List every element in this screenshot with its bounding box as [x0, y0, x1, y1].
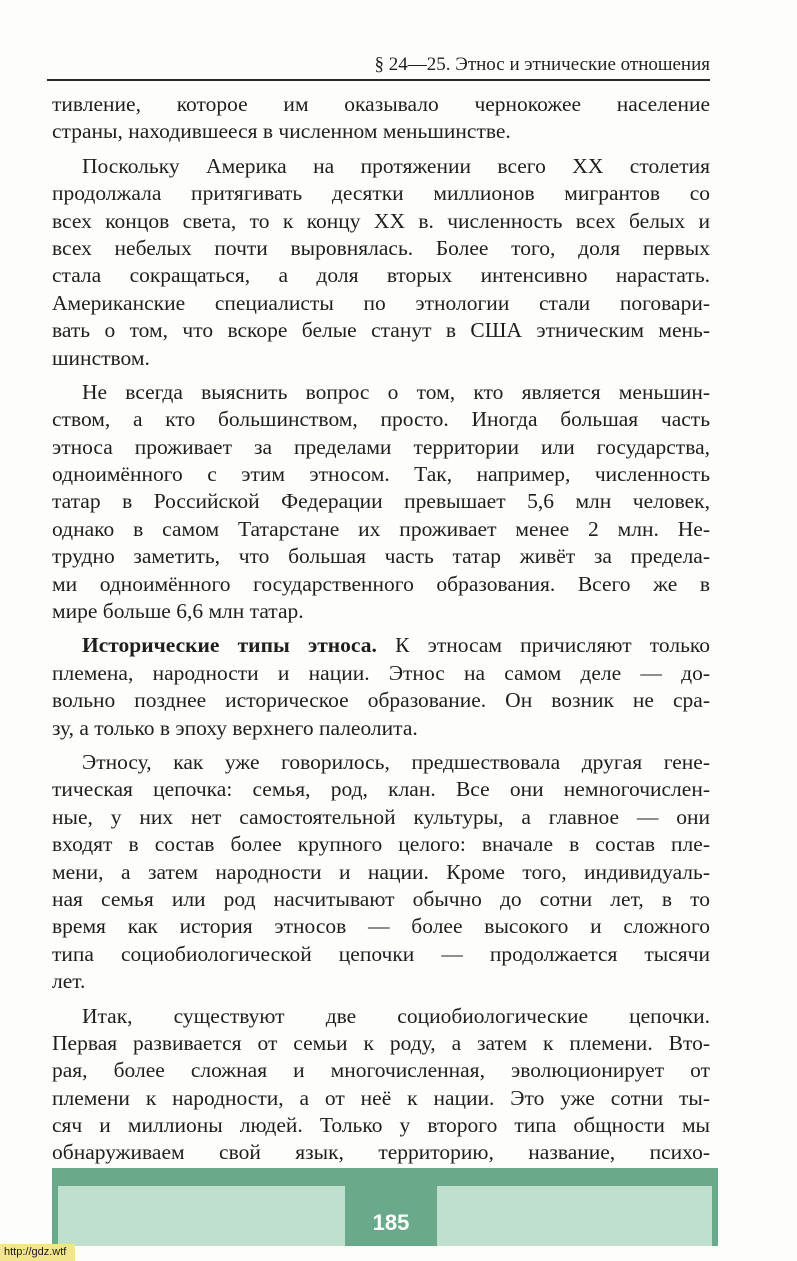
- text-line: мире больше 6,6 млн татар.: [52, 599, 304, 624]
- text-line: время как история этносов — более высокого и сложного: [52, 914, 710, 939]
- text-line: Американские специалисты по этнологии стали поговари-: [52, 290, 710, 315]
- text-line: Не всегда выяснить вопрос о том, кто является меньшин-: [82, 379, 710, 404]
- text-line: вать о том, что вскоре белые станут в США этническим мень-: [52, 318, 710, 343]
- text-line: трудно заметить, что большая часть татар живёт за предела-: [52, 544, 710, 569]
- footer-band: [52, 1168, 718, 1246]
- paragraph: [52, 153, 710, 372]
- text-line: тивление, которое им оказывало чернокожее население: [52, 92, 710, 116]
- section-heading: Исторические типы этноса.: [82, 633, 377, 658]
- paragraph: [52, 379, 710, 626]
- watermark-link[interactable]: http://gdz.wtf: [0, 1244, 75, 1261]
- text-line: рая, более сложная и многочисленная, эволюционирует от: [52, 1058, 710, 1083]
- text-line: обнаруживаем свой язык, территорию, название, психо-: [52, 1140, 710, 1165]
- text-line: всех концов света, то к концу XX в. численность всех белых и: [52, 208, 710, 233]
- text-span: К этносам причисляют только: [376, 633, 710, 658]
- body-text: [52, 91, 710, 1194]
- text-line: племена, народности и нации. Этнос на самом деле — до-: [52, 660, 710, 685]
- paragraph: [52, 749, 710, 996]
- text-line: тическая цепочка: семья, род, клан. Все они немногочислен-: [52, 777, 710, 802]
- text-line: татар в Российской Федерации превышает 5,6 млн человек,: [52, 489, 710, 514]
- text-line: Поскольку Америка на протяжении всего XX столетия: [82, 153, 710, 178]
- text-line: лет.: [52, 969, 86, 994]
- paragraph: [52, 632, 710, 742]
- paragraph: [52, 1003, 710, 1195]
- text-line: входят в состав более крупного целого: вначале в состав пле-: [52, 832, 710, 857]
- text-line: ством, а кто большинством, просто. Иногда большая часть: [52, 407, 710, 432]
- text-line: племени к народности, а от неё к нации. Это уже сотни ты-: [52, 1085, 710, 1110]
- paragraph: [52, 91, 710, 146]
- text-line: однако в самом Татарстане их проживает менее 2 млн. Не-: [52, 516, 710, 541]
- page-number: 185: [372, 1210, 410, 1235]
- text-line: ми одноимённого государственного образования. Всего же в: [52, 571, 710, 596]
- text-line: Итак, существуют две социобиологические цепочки.: [82, 1003, 710, 1028]
- text-line: мени, а затем народности и нации. Кроме того, индивидуаль-: [52, 859, 710, 884]
- text-line: продолжала притягивать десятки миллионов мигрантов со: [52, 181, 710, 206]
- text-line: вольно позднее историческое образование. Он возник не сра-: [52, 688, 710, 713]
- text-line: стала сокращаться, а доля вторых интенсивно нарастать.: [52, 263, 710, 288]
- text-line: всех небелых почти выровнялась. Более того, доля первых: [52, 235, 710, 260]
- footer-inner-panel: [58, 1186, 712, 1246]
- running-title: § 24—25. Этнос и этнические отношения: [374, 54, 710, 75]
- text-line: Первая развивается от семьи к роду, а затем к племени. Вто-: [52, 1030, 710, 1055]
- text-line: сяч и миллионы людей. Только у второго типа общности мы: [52, 1113, 710, 1138]
- text-line: [52, 632, 710, 659]
- text-line: Этносу, как уже говорилось, предшествовала другая гене-: [82, 749, 710, 774]
- text-line: типа социобиологической цепочки — продолжается тысячи: [52, 941, 710, 966]
- text-line: шинством.: [52, 345, 150, 370]
- text-line: ная семья или род насчитывают обычно до сотни лет, в то: [52, 886, 710, 911]
- text-line: зу, а только в эпоху верхнего палеолита.: [52, 715, 418, 740]
- text-line: ные, у них нет самостоятельной культуры, а главное — они: [52, 804, 710, 829]
- text-line: этноса проживает за пределами территории или государства,: [52, 434, 710, 459]
- page-number-tab: [345, 1186, 437, 1246]
- text-line: одноимённого с этим этносом. Так, например, численность: [52, 462, 710, 487]
- header-rule: [47, 79, 710, 81]
- text-line: страны, находившееся в численном меньшинстве.: [52, 119, 511, 144]
